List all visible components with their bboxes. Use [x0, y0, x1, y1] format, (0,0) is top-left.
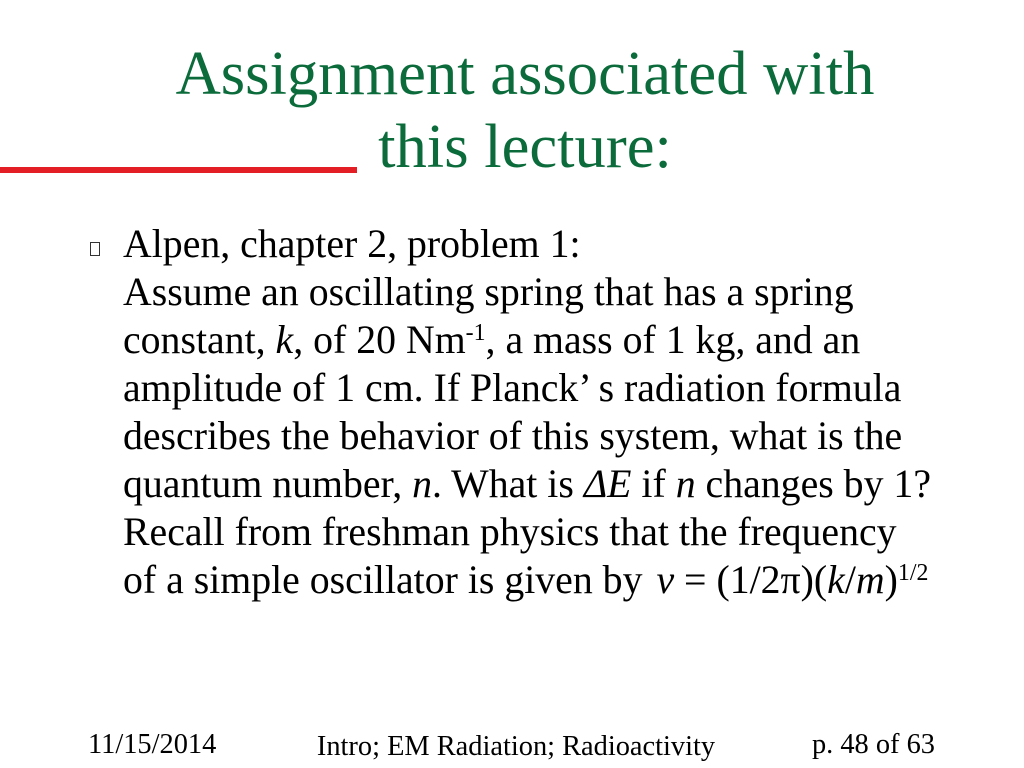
- body-line-4: amplitude of 1 cm. If Planck’ s radiation formula: [123, 366, 902, 410]
- variable-nu: ν: [656, 558, 675, 602]
- red-accent-rule: [0, 167, 357, 173]
- body-line-1: Alpen, chapter 2, problem 1:: [123, 222, 581, 266]
- body-line-5: describes the behavior of this system, what is the: [123, 414, 903, 458]
- body-line-7: Recall from freshman physics that the frequency: [123, 510, 897, 554]
- variable-n: n: [412, 462, 432, 506]
- text-segment: changes by 1?: [695, 462, 931, 506]
- text-segment: , a mass of 1 kg, and an: [485, 318, 861, 362]
- footer-page-number: p. 48 of 63: [811, 729, 935, 760]
- bullet-text: [123, 220, 931, 604]
- body-line-8: [123, 556, 931, 604]
- text-segment: constant,: [123, 318, 276, 362]
- title-line-2: this lecture:: [378, 111, 672, 181]
- superscript-exponent: -1: [465, 319, 486, 346]
- body-line-2: Assume an oscillating spring that has a spring: [123, 270, 854, 314]
- formula-segment: = (1/2π)(: [674, 558, 828, 602]
- text-segment: if: [631, 462, 676, 506]
- variable-delta-e: ΔE: [583, 462, 632, 506]
- variable-k: k: [827, 558, 845, 602]
- superscript-exponent: 1/2: [897, 559, 929, 586]
- footer-date: 11/15/2014: [88, 729, 217, 760]
- square-bullet-icon: [90, 242, 100, 256]
- variable-k: k: [275, 318, 294, 362]
- text-segment: . What is: [432, 462, 584, 506]
- text-segment: , of 20 Nm: [293, 318, 466, 362]
- text-segment: of a simple oscillator is given by: [123, 558, 653, 602]
- text-segment: quantum number,: [123, 462, 413, 506]
- variable-m: m: [855, 558, 885, 602]
- formula-slash: /: [844, 558, 856, 602]
- body-line-6: [123, 460, 931, 508]
- slide-title: [150, 37, 900, 183]
- variable-n: n: [675, 462, 696, 506]
- title-line-1: Assignment associated with: [175, 38, 875, 108]
- formula-segment: ): [884, 558, 898, 602]
- footer-course-title: Intro; EM Radiation; Radioactivity: [316, 731, 716, 762]
- body-line-3: [123, 316, 931, 364]
